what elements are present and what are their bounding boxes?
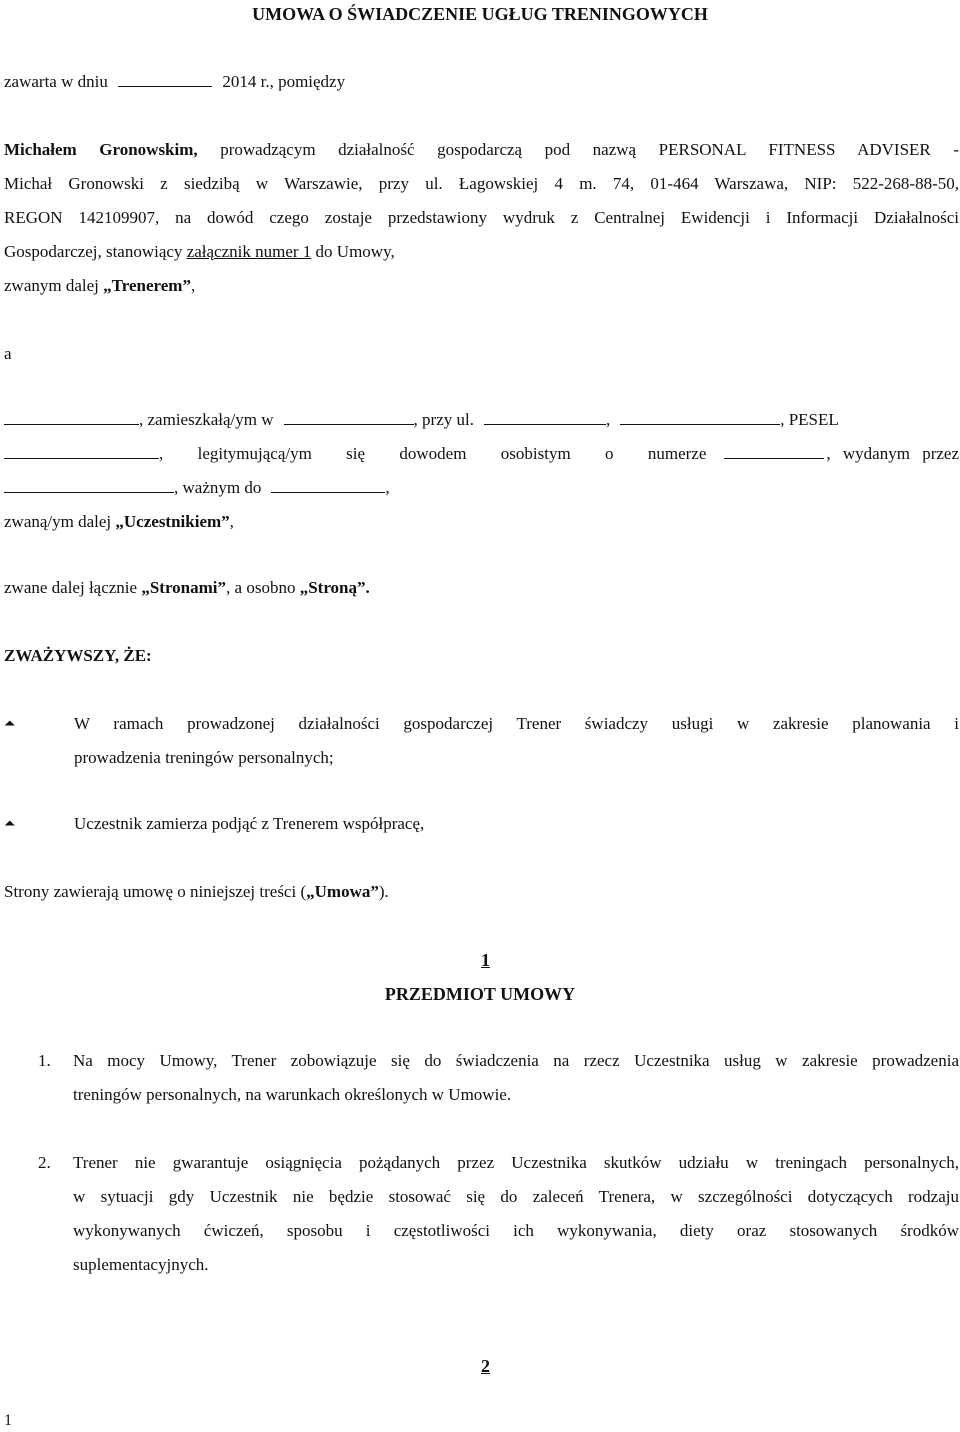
- participant-l1-b: , przy ul.: [413, 410, 474, 429]
- participant-line-2: [4, 444, 959, 464]
- participant-street-blank: [484, 410, 606, 425]
- participant-l1-a: , zamieszkałą/ym w: [139, 410, 274, 429]
- date-blank: [118, 72, 212, 87]
- attachment-reference: załącznik numer 1: [186, 242, 312, 261]
- participant-city-blank: [284, 410, 414, 425]
- participant-l3-b: ,: [385, 478, 390, 497]
- participant-l2-a: , legitymującą/ym się dowodem osobistym o numerze: [159, 444, 707, 463]
- whereas-item1-line1: W ramach prowadzonej działalności gospodarczej Trener świadczy usługi w zakresie planowania i: [74, 714, 959, 733]
- trainer-alias-line: [4, 276, 195, 296]
- trainer-name: Michałem Gronowskim,: [4, 140, 198, 159]
- participant-alias-line: [4, 512, 234, 532]
- trainer-line-4: [4, 242, 395, 262]
- section-2-number: [470, 1356, 490, 1377]
- participant-alias-suffix: ,: [229, 512, 234, 531]
- participant-issuer-blank: [4, 478, 174, 493]
- paragraph-1-line-1: Na mocy Umowy, Trener zobowiązuje się do świadczenia na rzecz Uczestnika usług w zakresie prowadzenia: [73, 1051, 959, 1070]
- participant-line-3: [4, 478, 390, 498]
- paragraph-number: 1.: [38, 1051, 51, 1070]
- trainer-line-2: Michał Gronowski z siedzibą w Warszawie, przy ul. Łagowskiej 4 m. 74, 01-464 Warszawa, NIP: 522-268-88-50,: [4, 174, 959, 193]
- participant-id-blank: [724, 444, 824, 459]
- trainer-alias-prefix: zwanym dalej: [4, 276, 104, 295]
- date-year: 2014 r., pomiędzy: [222, 72, 346, 91]
- participant-line-1: [4, 410, 959, 430]
- conjunction-a: a: [4, 344, 12, 363]
- bullet-icon: ⏶: [4, 716, 16, 732]
- paragraph-2-line-2: w sytuacji gdy Uczestnik nie będzie stosować się do zaleceń Trenera, w szczególności dotyczących rodzaju: [73, 1187, 959, 1206]
- participant-l2-group-a: [4, 444, 706, 464]
- participant-l1-d: , PESEL: [780, 410, 839, 429]
- participant-l1-c: ,: [605, 410, 611, 429]
- participant-l2-b: , wydanym przez: [826, 444, 959, 463]
- section-2-number-value: 2: [481, 1356, 490, 1376]
- participant-pesel-blank: [4, 444, 159, 459]
- parties-suffix: .: [365, 578, 370, 597]
- bullet-icon: ⏶: [4, 816, 16, 832]
- paragraph-1-line-2: treningów personalnych, na warunkach określonych w Umowie.: [73, 1085, 512, 1104]
- conclusion-name: „Umowa”: [306, 882, 379, 901]
- participant-alias-prefix: zwaną/ym dalej: [4, 512, 116, 531]
- paragraph-2-line-4: suplementacyjnych.: [73, 1255, 209, 1274]
- whereas-heading: ZWAŻYWSZY, ŻE:: [4, 646, 152, 665]
- trainer-line-1: [4, 140, 959, 160]
- section-1-title: PRZEDMIOT UMOWY: [384, 984, 576, 1004]
- whereas-item1-line2: prowadzenia treningów personalnych;: [74, 748, 334, 767]
- section-1-number-value: 1: [481, 950, 490, 970]
- participant-l3-a: , ważnym do: [174, 478, 262, 497]
- trainer-alias-suffix: ,: [190, 276, 196, 295]
- parties-line: [4, 578, 370, 598]
- paragraph-2-line-3: wykonywanych ćwiczeń, sposobu i częstotliwości ich wykonywania, diety oraz stosowanych środków: [73, 1221, 959, 1240]
- conclusion-prefix: Strony zawierają umowę o niniejszej treści (: [4, 882, 307, 901]
- participant-validity-blank: [271, 478, 385, 493]
- conclusion-suffix: ).: [378, 882, 389, 901]
- parties-stronami: „Stronami”: [141, 578, 227, 597]
- parties-strona: „Stroną”: [299, 578, 366, 597]
- document-title: UMOWA O ŚWIADCZENIE UGŁUG TRENINGOWYCH: [252, 4, 708, 24]
- participant-alias: „Uczestnikiem”: [115, 512, 230, 531]
- section-1-number: [470, 950, 490, 971]
- trainer-line1-rest: prowadzącym działalność gospodarczą pod nazwą PERSONAL FITNESS ADVISER -: [197, 140, 959, 159]
- date-prefix: zawarta w dniu: [4, 72, 108, 91]
- parties-prefix: zwane dalej łącznie: [4, 578, 142, 597]
- trainer-line-3: REGON 142109907, na dowód czego zostaje przedstawiony wydruk z Centralnej Ewidencji i Informacji Działalności: [4, 208, 959, 227]
- date-line: [4, 72, 345, 92]
- trainer-alias: „Trenerem”: [103, 276, 191, 295]
- page-number: 1: [4, 1412, 12, 1429]
- participant-number-blank: [620, 410, 780, 425]
- parties-middle: , a osobno: [226, 578, 300, 597]
- conclusion-line: [4, 882, 389, 902]
- whereas-item2: Uczestnik zamierza podjąć z Trenerem współpracę,: [74, 814, 425, 833]
- participant-name-blank: [4, 410, 139, 425]
- trainer-line4-suffix: do Umowy,: [311, 242, 395, 261]
- trainer-line4-prefix: Gospodarczej, stanowiący: [4, 242, 187, 261]
- paragraph-2-line-1: Trener nie gwarantuje osiągnięcia pożądanych przez Uczestnika skutków udziału w treningach personalnych,: [73, 1153, 959, 1172]
- paragraph-number: 2.: [38, 1153, 51, 1172]
